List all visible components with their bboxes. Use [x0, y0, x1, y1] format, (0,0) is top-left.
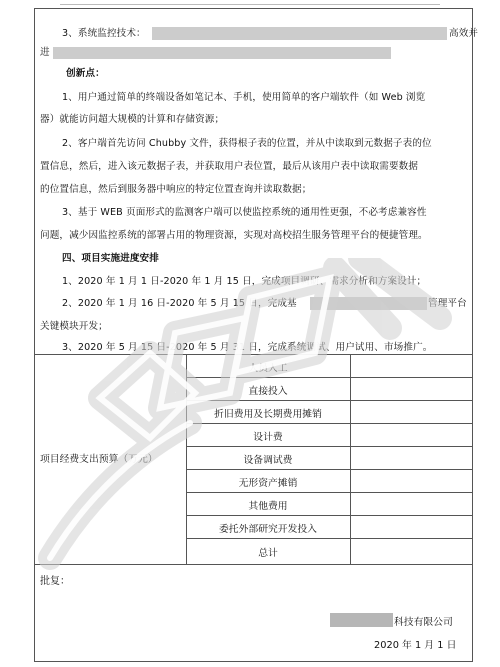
table-column-divider-right	[350, 354, 351, 564]
innovation-line-1: 1、用户通过简单的终端设备如笔记本、手机，使用简单的客户端软件（如 Web 浏览	[62, 92, 426, 103]
redaction-block	[53, 47, 391, 59]
redaction-block	[310, 297, 427, 310]
table-row-divider	[186, 492, 473, 493]
innovation-line-3: 3、基于 WEB 页面形式的监测客户端可以使监控系统的通用性更强，不必考虑兼容性	[62, 207, 427, 218]
budget-row-label: 无形资产摊销	[238, 478, 298, 489]
approval-label: 批复：	[40, 576, 70, 587]
innovation-line-1b: 器）就能访问超大规模的计算和存储资源；	[40, 114, 225, 125]
line-continued: 进	[40, 47, 50, 58]
table-row-divider	[186, 423, 473, 424]
table-row-divider	[186, 377, 473, 378]
schedule-item-1: 1、2020 年 1 月 1 日-2020 年 1 月 15 日，完成项目调研、需求分析和方案设计；	[62, 276, 427, 287]
schedule-item-3: 3、2020 年 5 月 15 日-2020 年 5 月 31 日，完成系统调试、用户试用、市场推广。	[62, 342, 433, 353]
innovation-line-2b: 置信息，然后，进入该元数据子表，并获取用户表位置，最后从该用户表中读取需要数据	[40, 161, 419, 172]
table-top-border	[34, 354, 473, 355]
table-row-divider	[186, 515, 473, 516]
schedule-item-2-tail: 管理平台	[428, 298, 467, 309]
table-row-divider	[186, 446, 473, 447]
budget-row-label: 人员人工	[248, 363, 288, 374]
budget-row-label: 直接投入	[248, 386, 288, 397]
budget-row-label: 委托外部研究开发投入	[219, 524, 317, 535]
innovation-line-2c: 的位置信息，然后到服务器中响应的特定位置查询并读取数据；	[40, 184, 312, 195]
budget-row-label: 设备调试费	[243, 455, 293, 466]
budget-row-label: 其他费用	[248, 501, 288, 512]
budget-row-label: 总计	[258, 548, 278, 559]
company-name: 科技有限公司	[394, 617, 453, 628]
schedule-heading: 四、项目实施进度安排	[62, 253, 159, 264]
budget-row-label: 设计费	[253, 432, 283, 443]
top-rule	[60, 0, 440, 5]
budget-label: 项目经费支出预算（万元）	[40, 454, 158, 465]
schedule-item-2b: 关键模块开发；	[40, 321, 108, 332]
redaction-block	[152, 27, 447, 40]
table-bottom-border	[34, 564, 473, 565]
approval-date: 2020 年 1 月 1 日	[374, 640, 457, 651]
innovation-line-2: 2、客户端首先访问 Chubby 文件，获得根子表的位置，并从中读取到元数据子表的位	[62, 138, 432, 149]
line-monitor-tech: 3、系统监控技术：	[62, 28, 146, 39]
innovation-heading: 创新点：	[66, 68, 105, 79]
table-row-divider	[186, 538, 473, 539]
redaction-block	[330, 613, 393, 627]
innovation-line-3b: 问题，减少因监控系统的部署占用的物理资源，实现对高校招生服务管理平台的便捷管理。	[40, 230, 428, 241]
budget-row-label: 折旧费用及长期费用摊销	[214, 409, 322, 420]
line-monitor-tech-tail: 高效并	[449, 28, 479, 39]
schedule-item-2: 2、2020 年 1 月 16 日-2020 年 5 月 15 日，完成基	[62, 298, 297, 309]
table-row-divider	[186, 400, 473, 401]
table-row-divider	[186, 469, 473, 470]
